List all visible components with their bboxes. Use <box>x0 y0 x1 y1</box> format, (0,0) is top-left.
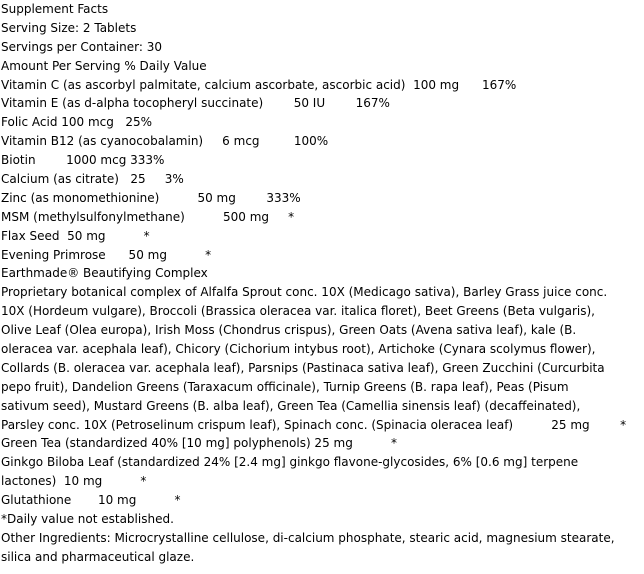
nutrient-evening-primrose: Evening Primrose 50 mg * <box>1 247 212 262</box>
heading-supplement-facts: Supplement Facts <box>1 2 109 16</box>
complex-text-line: pepo fruit), Dandelion Greens (Taraxacum officinale), Turnip Greens (B. rapa leaf), Peas (Pisum <box>1 379 569 394</box>
other-ingredients-line: Other Ingredients: Microcrystalline cellulose, di-calcium phosphate, stearic acid, magnesium stearate, <box>1 530 615 545</box>
complex-text-line: Olive Leaf (Olea europa), Irish Moss (Chondrus crispus), Green Oats (Avena sativa leaf), kale (B. <box>1 323 577 338</box>
nutrient-ginkgo-line: lactones) 10 mg * <box>1 474 147 489</box>
nutrient-biotin: Biotin 1000 mcg 333% <box>1 153 165 168</box>
daily-value-footnote: *Daily value not established. <box>1 512 174 527</box>
complex-text-line: Proprietary botanical complex of Alfalfa Sprout conc. 10X (Medicago sativa), Barley Grass juice conc. <box>1 285 608 300</box>
nutrient-vitamin-b12: Vitamin B12 (as cyanocobalamin) 6 mcg 100% <box>1 134 329 149</box>
nutrient-vitamin-e: Vitamin E (as d-alpha tocopheryl succinate) 50 IU 167% <box>1 96 390 111</box>
nutrient-msm: MSM (methylsulfonylmethane) 500 mg * <box>1 209 295 224</box>
complex-text-line: Parsley conc. 10X (Petroselinum crispum leaf), Spinach conc. (Spinacia oleracea leaf) 25 mg * <box>1 417 627 432</box>
nutrient-ginkgo-line: Ginkgo Biloba Leaf (standardized 24% [2.4 mg] ginkgo flavone-glycosides, 6% [0.6 mg] terpene <box>1 455 579 470</box>
nutrient-vitamin-c: Vitamin C (as ascorbyl palmitate, calcium ascorbate, ascorbic acid) 100 mg 167% <box>1 77 517 92</box>
complex-text-line: sativum seed), Mustard Greens (B. alba leaf), Green Tea (Camellia sinensis leaf) (decaffeinated), <box>1 398 581 413</box>
nutrient-zinc: Zinc (as monomethionine) 50 mg 333% <box>1 190 301 205</box>
supplement-facts-document <box>1 0 641 567</box>
servings-per-container: Servings per Container: 30 <box>1 39 162 54</box>
other-ingredients-line: silica and pharmaceutical glaze. <box>1 549 195 564</box>
complex-text-line: oleracea var. acephala leaf), Chicory (Cichorium intybus root), Artichoke (Cynara scolymus flower), <box>1 342 596 357</box>
amount-per-serving-header: Amount Per Serving % Daily Value <box>1 58 207 73</box>
nutrient-flax-seed: Flax Seed 50 mg * <box>1 228 150 243</box>
complex-heading: Earthmade® Beautifying Complex <box>1 266 208 281</box>
nutrient-glutathione: Glutathione 10 mg * <box>1 493 181 508</box>
complex-text-line: 10X (Hordeum vulgare), Broccoli (Brassica oleracea var. italica floret), Beet Greens (Beta vulgaris), <box>1 304 595 319</box>
serving-size: Serving Size: 2 Tablets <box>1 20 137 35</box>
nutrient-calcium: Calcium (as citrate) 25 3% <box>1 172 184 187</box>
complex-text-line: Collards (B. oleracea var. acephala leaf), Parsnips (Pastinaca sativa leaf), Green Zucchini (Curcurbita <box>1 360 605 375</box>
nutrient-folic-acid: Folic Acid 100 mcg 25% <box>1 115 152 130</box>
nutrient-green-tea: Green Tea (standardized 40% [10 mg] polyphenols) 25 mg * <box>1 436 397 451</box>
